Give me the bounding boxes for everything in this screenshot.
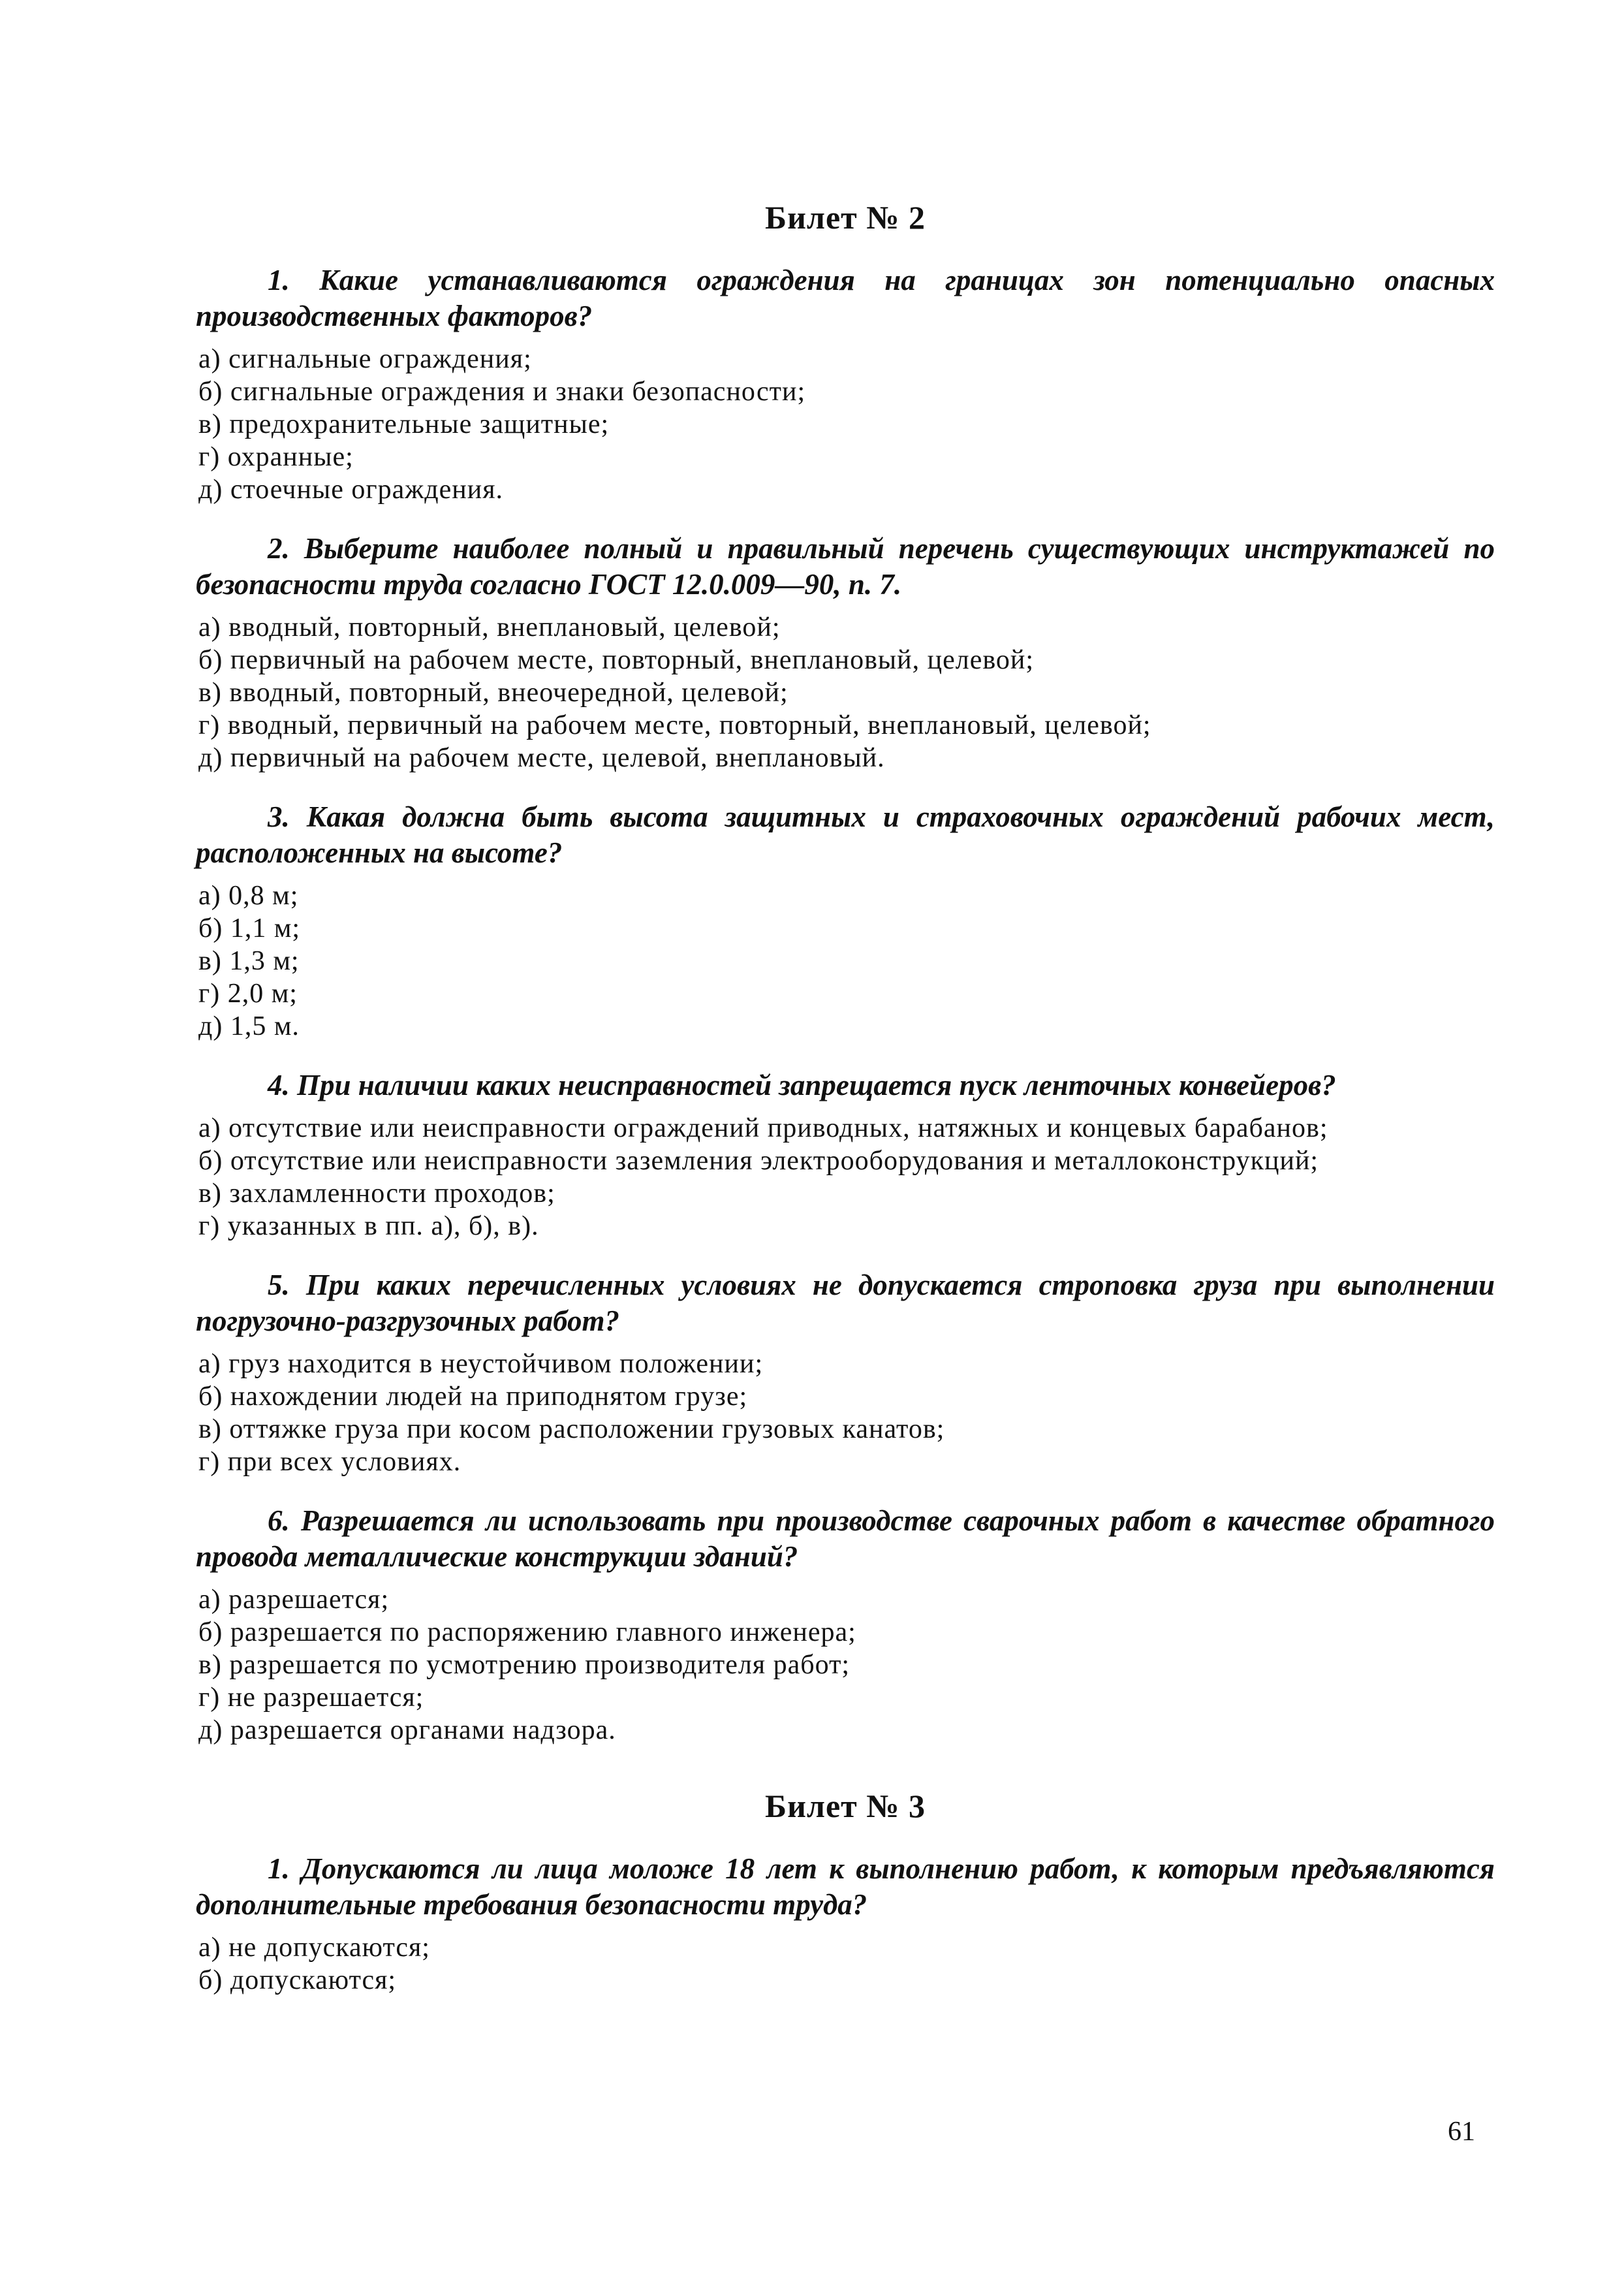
- answer-option: а) не допускаются;: [198, 1933, 430, 1963]
- answer-option: б) разрешается по распоряжению главного инженера;: [198, 1617, 856, 1647]
- answer-option: д) первичный на рабочем месте, целевой, внеплановый.: [198, 743, 885, 773]
- answer-list: [196, 611, 1495, 774]
- question: [196, 1267, 1495, 1478]
- question-text: 1. Какие устанавливаются ограждения на границах зон потенциально опасных производственных факторов?: [196, 264, 1495, 332]
- answer-option: в) оттяжке груза при косом расположении грузовых канатов;: [198, 1414, 945, 1444]
- answer-list: [196, 1583, 1495, 1747]
- answer-option: а) вводный, повторный, внеплановый, целевой;: [198, 612, 781, 642]
- answer-option: б) допускаются;: [198, 1965, 397, 1995]
- answer-option: г) вводный, первичный на рабочем месте, повторный, внеплановый, целевой;: [198, 710, 1151, 740]
- answer-list: [196, 1931, 1495, 1997]
- question-text: 5. При каких перечисленных условиях не допускается строповка груза при выполнении погрузочно-разгрузочных работ?: [196, 1269, 1495, 1337]
- answer-option: в) захламленности проходов;: [198, 1178, 555, 1209]
- ticket: [196, 196, 1495, 1747]
- question: [196, 799, 1495, 1043]
- answer-option: а) разрешается;: [198, 1585, 390, 1615]
- answer-list: [196, 1112, 1495, 1242]
- ticket-title: Билет № 3: [765, 1788, 926, 1824]
- question: [196, 1067, 1495, 1242]
- answer-option: в) предохранительные защитные;: [198, 409, 610, 439]
- answer-option: а) отсутствие или неисправности ограждений приводных, натяжных и концевых барабанов;: [198, 1113, 1328, 1143]
- answer-option: д) разрешается органами надзора.: [198, 1715, 616, 1745]
- ticket-title: Билет № 2: [765, 199, 926, 236]
- answer-option: а) сигнальные ограждения;: [198, 344, 532, 374]
- answer-option: г) охранные;: [198, 442, 354, 472]
- answer-list: [196, 1348, 1495, 1478]
- question-text: 1. Допускаются ли лица моложе 18 лет к выполнению работ, к которым предъявляются дополнительные требования безопасности труда?: [196, 1852, 1495, 1921]
- answer-option: г) указанных в пп. а), б), в).: [198, 1211, 539, 1241]
- question: [196, 1851, 1495, 1997]
- page-number: 61: [1448, 2117, 1475, 2147]
- answer-option: б) сигнальные ограждения и знаки безопасности;: [198, 377, 806, 407]
- answer-list: [196, 879, 1495, 1043]
- question-text: 4. При наличии каких неисправностей запрещается пуск ленточных конвейеров?: [268, 1069, 1336, 1101]
- answer-option: д) стоечные ограждения.: [198, 475, 504, 505]
- answer-option: б) 1,1 м;: [198, 913, 301, 943]
- document-page: [196, 196, 1495, 2220]
- question: [196, 1503, 1495, 1747]
- answer-option: в) 1,3 м;: [198, 946, 300, 976]
- answer-option: а) 0,8 м;: [198, 881, 299, 911]
- answer-option: б) нахождении людей на приподнятом грузе;: [198, 1382, 748, 1412]
- question-text: 3. Какая должна быть высота защитных и страховочных ограждений рабочих мест, расположенных на высоте?: [196, 800, 1495, 869]
- question: [196, 531, 1495, 774]
- ticket-list: [196, 196, 1495, 1997]
- answer-option: г) не разрешается;: [198, 1683, 424, 1713]
- answer-option: б) первичный на рабочем месте, повторный, внеплановый, целевой;: [198, 645, 1035, 675]
- answer-option: д) 1,5 м.: [198, 1011, 300, 1041]
- question: [196, 262, 1495, 506]
- answer-option: б) отсутствие или неисправности заземления электрооборудования и металлоконструкций;: [198, 1146, 1319, 1176]
- answer-option: в) вводный, повторный, внеочередной, целевой;: [198, 678, 789, 708]
- answer-list: [196, 343, 1495, 506]
- ticket: [196, 1784, 1495, 1997]
- answer-option: в) разрешается по усмотрению производителя работ;: [198, 1650, 851, 1680]
- answer-option: г) 2,0 м;: [198, 979, 298, 1009]
- answer-option: а) груз находится в неустойчивом положении;: [198, 1349, 764, 1379]
- answer-option: г) при всех условиях.: [198, 1447, 461, 1477]
- question-text: 6. Разрешается ли использовать при производстве сварочных работ в качестве обратного провода металлические конструкции зданий?: [196, 1504, 1495, 1573]
- question-text: 2. Выберите наиболее полный и правильный перечень существующих инструктажей по безопасности труда согласно ГОСТ 12.0.009—90, п. 7.: [196, 532, 1495, 601]
